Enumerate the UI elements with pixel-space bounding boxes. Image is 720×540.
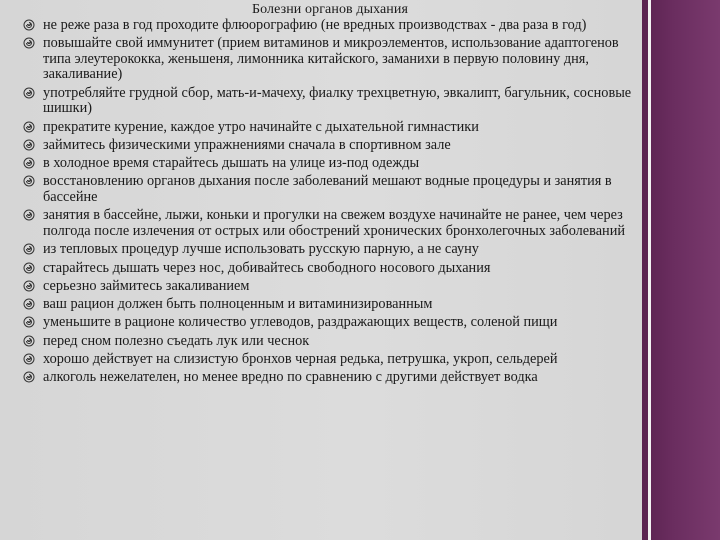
list-item xyxy=(22,120,644,136)
list-item xyxy=(22,208,644,239)
list-item xyxy=(22,315,644,331)
list-item xyxy=(22,261,644,277)
list-item-text: из тепловых процедур лучше использовать русскую парную, а не сауну xyxy=(43,241,479,258)
list-item-text: старайтесь дышать через нос, добивайтесь свободного носового дыхания xyxy=(43,259,491,276)
list-item-text: восстановлению органов дыхания после заболеваний мешают водные процедуры и занятия в бассейне xyxy=(43,173,612,206)
list-item xyxy=(22,36,644,83)
spiral-bullet-icon xyxy=(23,243,35,255)
spiral-bullet-icon xyxy=(23,139,35,151)
list-item-text: занятия в бассейне, лыжи, коньки и прогулки на свежем воздухе начинайте не ранее, чем через полгода после излечения от острых или обострений хронических бронхолегочных заболеваний xyxy=(43,207,626,239)
list-item xyxy=(22,352,644,368)
list-item-text: ваш рацион должен быть полноценным и витаминизированным xyxy=(43,296,433,313)
list-item-text: алкоголь нежелателен, но менее вредно по сравнению с другими действует водка xyxy=(43,369,538,386)
list-item xyxy=(22,174,644,205)
spiral-bullet-icon xyxy=(23,371,35,383)
spiral-bullet-icon xyxy=(23,353,35,365)
spiral-bullet-icon xyxy=(23,37,35,49)
list-item-text: хорошо действует на слизистую бронхов черная редька, петрушка, укроп, сельдерей xyxy=(43,350,558,367)
spiral-bullet-icon xyxy=(23,335,35,347)
list-item xyxy=(22,18,644,34)
spiral-bullet-icon xyxy=(23,157,35,169)
spiral-bullet-icon xyxy=(23,316,35,328)
list-item xyxy=(22,279,644,295)
list-item-text: не реже раза в год проходите флюорографию (не вредных производствах - два раза в год) xyxy=(43,17,587,33)
spiral-bullet-icon xyxy=(23,262,35,274)
advice-list xyxy=(22,18,644,388)
spiral-bullet-icon xyxy=(23,19,35,31)
list-item xyxy=(22,334,644,350)
list-item xyxy=(22,156,644,172)
list-item xyxy=(22,138,644,154)
list-item xyxy=(22,86,644,117)
list-item-text: перед сном полезно съедать лук или чеснок xyxy=(43,332,310,349)
list-item-text: повышайте свой иммунитет (прием витаминов и микроэлементов, использование адаптогенов типа элеутерококка, женьшеня, лимонника китайского, заманихи в первую половину дня, закаливание) xyxy=(43,35,619,83)
side-accent-band xyxy=(642,0,720,540)
list-item xyxy=(22,242,644,258)
list-item-text: в холодное время старайтесь дышать на улице из-под одежды xyxy=(43,155,420,172)
list-item xyxy=(22,370,644,386)
spiral-bullet-icon xyxy=(23,175,35,187)
spiral-bullet-icon xyxy=(23,87,35,99)
list-item-text: серьезно займитесь закаливанием xyxy=(43,277,250,294)
list-item-text: займитесь физическими упражнениями сначала в спортивном зале xyxy=(43,136,451,153)
side-accent-stripe xyxy=(648,0,651,540)
list-item-text: прекратите курение, каждое утро начинайте с дыхательной гимнастики xyxy=(43,118,479,135)
spiral-bullet-icon xyxy=(23,209,35,221)
spiral-bullet-icon xyxy=(23,298,35,310)
list-item-text: уменьшите в рационе количество углеводов, раздражающих веществ, соленой пищи xyxy=(43,314,558,331)
slide-title: Болезни органов дыхания xyxy=(251,2,409,17)
spiral-bullet-icon xyxy=(23,280,35,292)
list-item xyxy=(22,297,644,313)
list-item-text: употребляйте грудной сбор, мать-и-мачеху, фиалку трехцветную, эвкалипт, багульник, сосновые шишки) xyxy=(43,84,632,117)
spiral-bullet-icon xyxy=(23,121,35,133)
